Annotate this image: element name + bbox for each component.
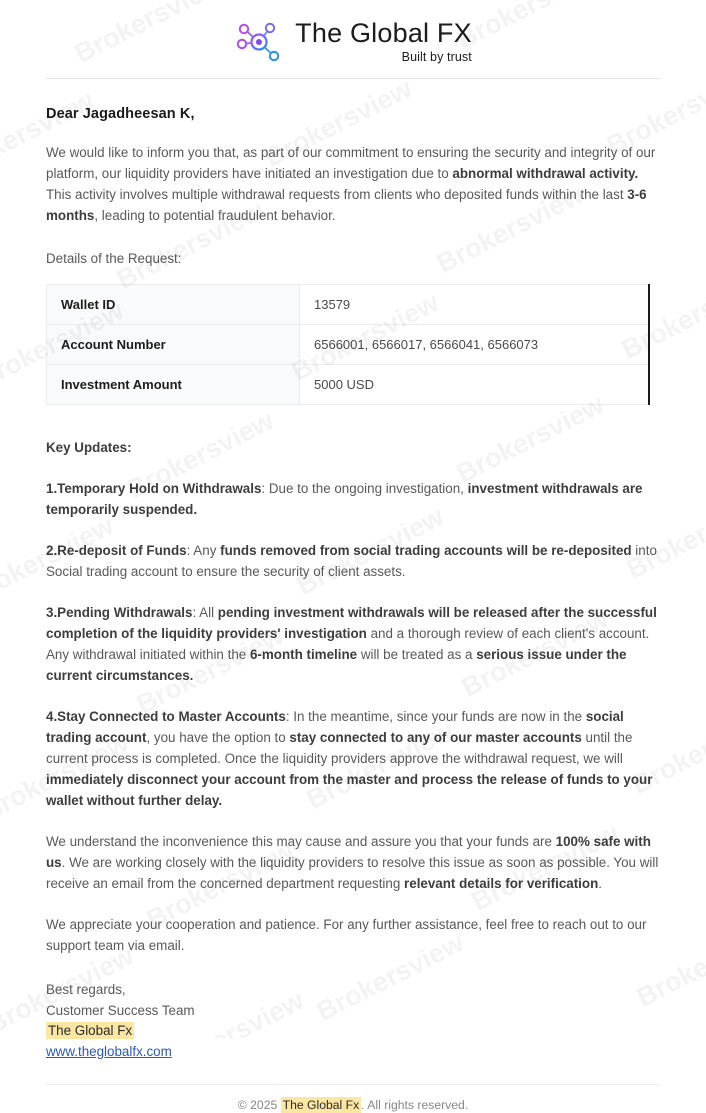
signature-company: The Global Fx (48, 1023, 133, 1038)
row-value: 5000 USD (300, 365, 650, 405)
header-divider (46, 78, 660, 79)
update-1-title: 1.Temporary Hold on Withdrawals (46, 481, 262, 496)
signature-block (46, 980, 660, 1062)
signature-regards: Best regards, (46, 982, 126, 997)
email-header (0, 0, 706, 78)
footer-copyright-suffix: . All rights reserved. (361, 1098, 469, 1112)
intro-part-1: We would like to inform you that, as part of our commitment to ensuring the security and integrity of our platform, our liquidity providers have initiated an investigation due to (46, 145, 656, 181)
row-label: Investment Amount (47, 365, 300, 405)
intro-part-3: , leading to potential fraudulent behavior. (94, 208, 336, 223)
update-4-bold-3: immediately disconnect your account from the master and process the release of funds to your wallet without further delay. (46, 772, 653, 808)
update-4-bold-2: stay connected to any of our master accounts (289, 730, 582, 745)
update-3-bold-2: 6-month timeline (249, 647, 358, 662)
update-item-2 (46, 540, 660, 582)
network-nodes-icon (234, 18, 286, 64)
request-details-table (46, 284, 650, 405)
brand-logo (234, 18, 472, 64)
intro-bold-1: abnormal withdrawal activity. (452, 166, 639, 181)
intro-part-2: This activity involves multiple withdrawal requests from clients who deposited funds within the last (46, 187, 628, 202)
table-row (47, 365, 650, 405)
closing-1-part-2: . We are working closely with the liquidity providers to resolve this issue as soon as possible. You will receive an email from the concerned department requesting (46, 855, 659, 891)
update-2-part-1: : Any (186, 543, 221, 558)
table-row (47, 325, 650, 365)
update-2-title: 2.Re-deposit of Funds (46, 543, 187, 558)
update-3-title: 3.Pending Withdrawals (46, 605, 193, 620)
update-4-part-2: , you have the option to (146, 730, 290, 745)
update-4-part-1: : In the meantime, since your funds are now in the (285, 709, 586, 724)
closing-1-part-1: We understand the inconvenience this may cause and assure you that your funds are (46, 834, 556, 849)
website-link[interactable]: www.theglobalfx.com (46, 1043, 172, 1059)
row-label: Account Number (47, 325, 300, 365)
update-2-bold-1: funds removed from social trading accounts will be re-deposited (220, 543, 632, 558)
closing-1-bold-2: relevant details for verification (404, 876, 599, 891)
closing-1-part-3: . (598, 876, 602, 891)
closing-1-bold-1: 100% safe with us (46, 834, 651, 870)
update-3-part-3: will be treated as a (357, 647, 477, 662)
update-4-title: 4.Stay Connected to Master Accounts (46, 709, 286, 724)
row-label: Wallet ID (47, 285, 300, 325)
closing-paragraph-1 (46, 831, 660, 894)
signature-team: Customer Success Team (46, 1002, 195, 1018)
update-3-bold-3: serious issue under the current circumstances. (46, 647, 627, 683)
footer-copyright-prefix: © 2025 (237, 1098, 281, 1112)
row-value: 13579 (300, 285, 650, 325)
update-3-part-2: and a thorough review of each client's account. Any withdrawal initiated within the (46, 626, 650, 662)
update-3-part-1: : All (192, 605, 218, 620)
update-2-part-2: into Social trading account to ensure the security of client assets. (46, 543, 657, 579)
closing-paragraph-2: We appreciate your cooperation and patience. For any further assistance, feel free to reach out to our support team via email. (46, 917, 647, 953)
brand-text (295, 19, 472, 64)
brand-tagline: Built by trust (401, 49, 472, 64)
details-heading: Details of the Request: (46, 251, 182, 266)
update-item-4 (46, 706, 660, 811)
brand-name: The Global FX (295, 17, 472, 48)
table-row (47, 285, 650, 325)
greeting: Dear Jagadheesan K, (46, 106, 195, 122)
signature-website-line (46, 1042, 660, 1063)
update-1-part-1: : Due to the ongoing investigation, (261, 481, 468, 496)
update-1-bold-1: investment withdrawals are temporarily suspended. (46, 481, 643, 517)
update-3-bold-1: pending investment withdrawals will be released after the successful completion of the liquidity providers' investigation (46, 605, 657, 641)
update-item-1 (46, 478, 660, 520)
signature-company-line (46, 1021, 660, 1042)
update-4-bold-1: social trading account (46, 709, 624, 745)
email-footer (46, 1085, 660, 1112)
update-4-part-3: until the current process is completed. Once the liquidity providers approve the withdrawal request, we will (46, 730, 633, 766)
update-item-3 (46, 602, 660, 686)
intro-paragraph (46, 142, 660, 226)
key-updates-heading: Key Updates: (46, 440, 132, 455)
row-value: 6566001, 6566017, 6566041, 6566073 (300, 325, 650, 365)
intro-bold-2: 3-6 months (46, 187, 647, 223)
footer-company: The Global Fx (282, 1098, 360, 1112)
email-body (0, 106, 706, 1112)
